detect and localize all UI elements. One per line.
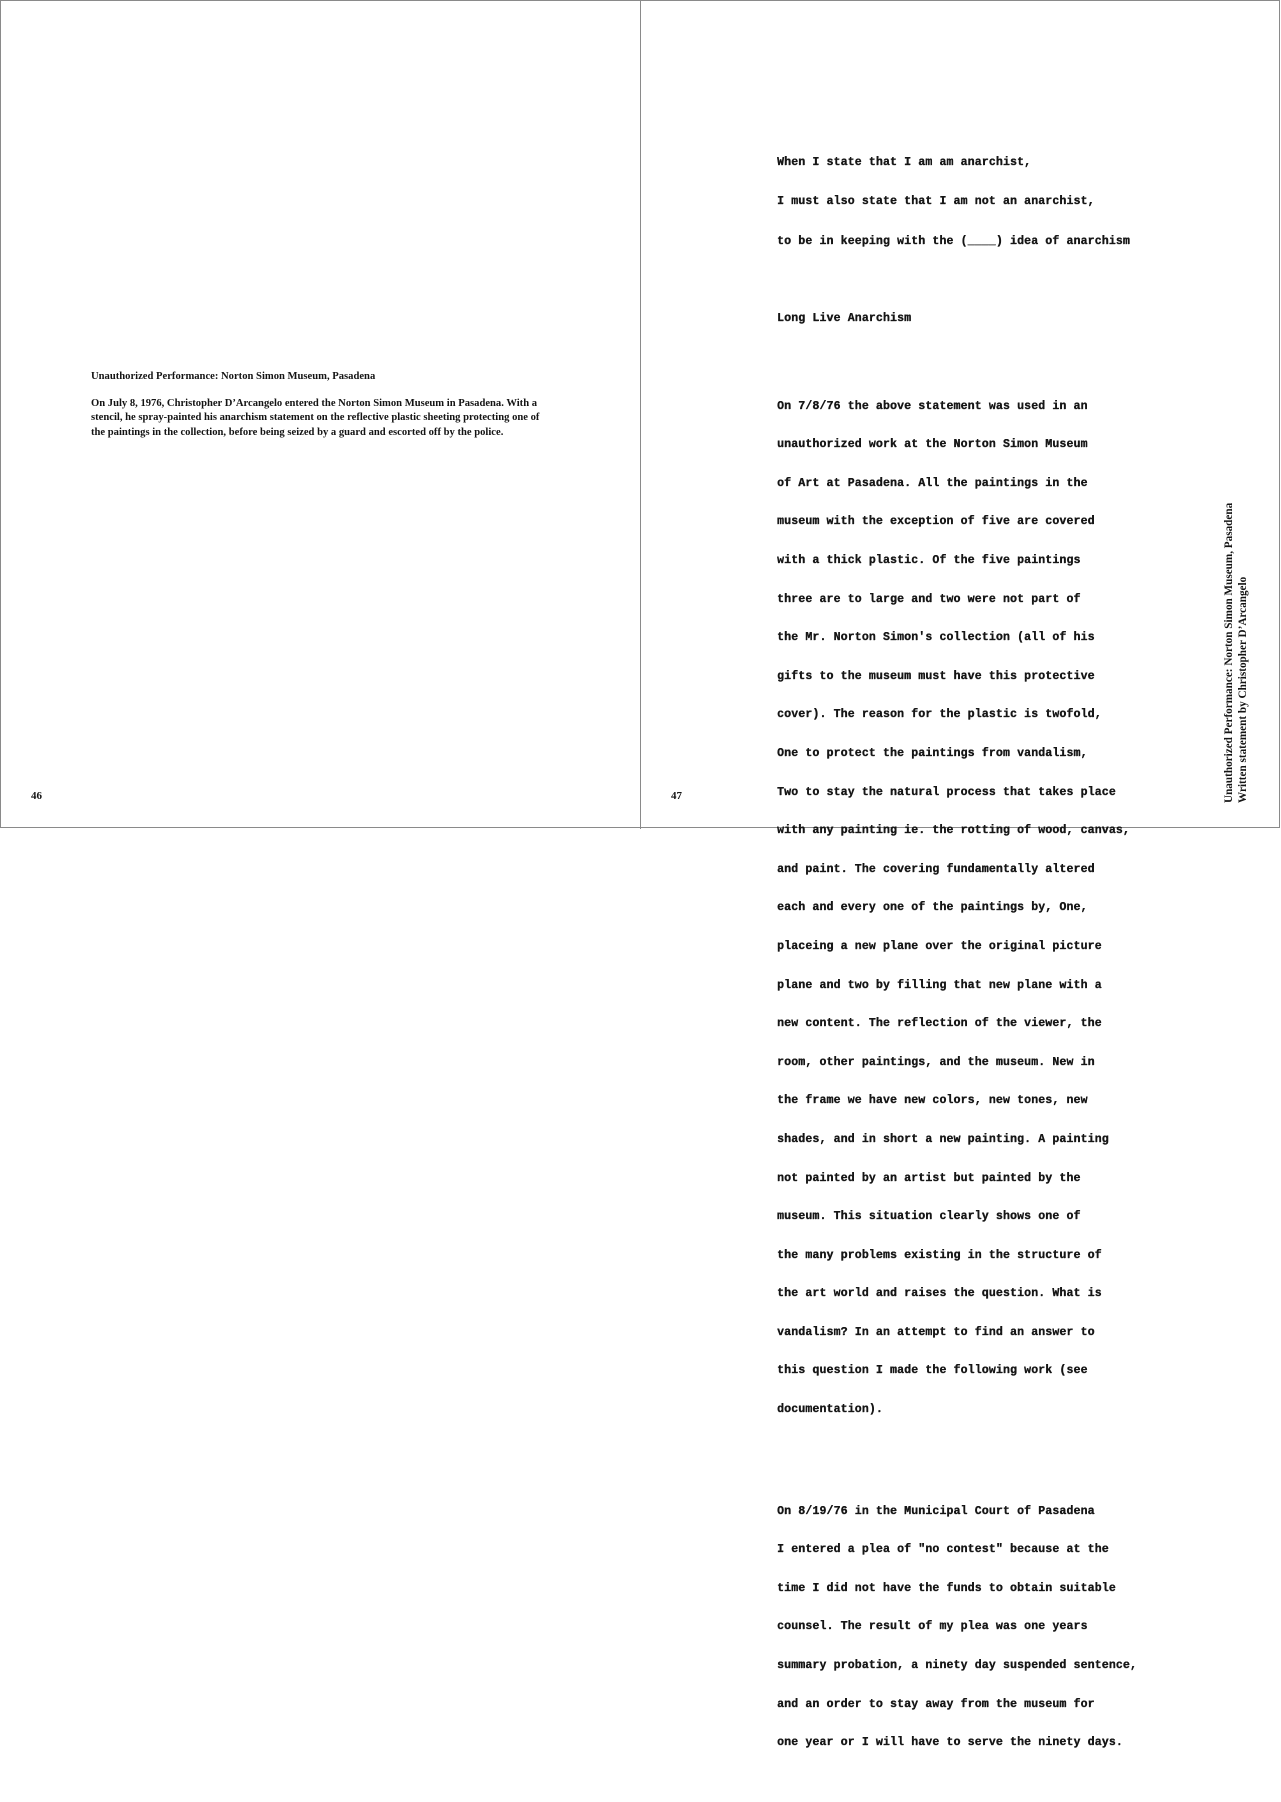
paragraph-line: documentation). <box>777 1403 883 1417</box>
caption-title: Unauthorized Performance: Norton Simon Museum, Pasadena <box>91 371 376 382</box>
paragraph-line: museum with the exception of five are covered <box>777 515 1095 529</box>
paragraph-line: one year or I will have to serve the ninety days. <box>777 1736 1123 1750</box>
paragraph-line: new content. The reflection of the viewer, the <box>777 1017 1102 1031</box>
paragraph-line: time I did not have the funds to obtain suitable <box>777 1581 1116 1595</box>
caption-body: On July 8, 1976, Christopher D’Arcangelo entered the Norton Simon Museum in Pasadena. With a stencil, he spray-painted his anarchism statement on the reflective plastic sheeting protecting one of the paintings in the collection, before being seized by a guard and escorted off by the police. <box>91 398 540 438</box>
left-page <box>1 1 640 829</box>
paragraph-line: On 7/8/76 the above statement was used in an <box>777 399 1088 413</box>
statement-paragraph-2 <box>777 1480 1177 1776</box>
artwork-caption <box>91 370 551 440</box>
typewritten-statement <box>777 104 1177 1802</box>
statement-line: When I state that I am am anarchist, <box>777 156 1032 169</box>
right-page <box>641 1 1281 1750</box>
statement-paragraph-1 <box>777 375 1177 1443</box>
paragraph-line: Two to stay the natural process that takes place <box>777 785 1116 799</box>
statement-line: to be in keeping with the (____) idea of anarchism <box>777 234 1130 248</box>
paragraph-line: and an order to stay away from the museum for <box>777 1697 1095 1711</box>
paragraph-line: I entered a plea of "no contest" because at the <box>777 1543 1109 1557</box>
paragraph-line: gifts to the museum must have this protective <box>777 669 1095 683</box>
paragraph-line: each and every one of the paintings by, One, <box>777 901 1088 915</box>
statement-line: I must also state that I am not an anarchist, <box>777 195 1095 209</box>
paragraph-line: the frame we have new colors, new tones, new <box>777 1094 1088 1108</box>
paragraph-line: the art world and raises the question. What is <box>777 1287 1102 1301</box>
paragraph-line: this question I made the following work (see <box>777 1364 1088 1378</box>
page-number-right: 47 <box>671 790 682 802</box>
paragraph-line: placeing a new plane over the original picture <box>777 939 1102 953</box>
paragraph-line: with a thick plastic. Of the five paintings <box>777 554 1081 567</box>
paragraph-line: unauthorized work at the Norton Simon Museum <box>777 438 1088 452</box>
paragraph-line: not painted by an artist but painted by the <box>777 1171 1081 1185</box>
paragraph-line: shades, and in short a new painting. A painting <box>777 1132 1109 1146</box>
paragraph-line: On 8/19/76 in the Municipal Court of Pasadena <box>777 1504 1095 1518</box>
paragraph-line: plane and two by filling that new plane with a <box>777 978 1102 992</box>
paragraph-line: and paint. The covering fundamentally altered <box>777 862 1095 876</box>
paragraph-line: three are to large and two were not part of <box>777 592 1081 606</box>
paragraph-line: summary probation, a ninety day suspended sentence, <box>777 1659 1137 1673</box>
paragraph-line: the Mr. Norton Simon's collection (all of his <box>777 631 1095 645</box>
paragraph-line: vandalism? In an attempt to find an answer to <box>777 1325 1095 1339</box>
motto-line: Long Live Anarchism <box>777 312 912 326</box>
paragraph-line: room, other paintings, and the museum. New in <box>777 1055 1095 1069</box>
page-number-left: 46 <box>31 790 42 802</box>
paragraph-line: museum. This situation clearly shows one of <box>777 1210 1081 1224</box>
vertical-caption-credit: Written statement by Christopher D’Arcangelo <box>1236 576 1249 803</box>
paragraph-line: One to protect the paintings from vandalism, <box>777 746 1088 760</box>
paragraph-line: with any painting ie. the rotting of wood, canvas, <box>777 824 1130 838</box>
vertical-caption <box>1223 491 1261 803</box>
anarchism-statement <box>777 130 1177 274</box>
paragraph-line: of Art at Pasadena. All the paintings in the <box>777 476 1088 490</box>
paragraph-line: the many problems existing in the structure of <box>777 1248 1102 1262</box>
paragraph-line: counsel. The result of my plea was one years <box>777 1620 1088 1634</box>
vertical-caption-title: Unauthorized Performance: Norton Simon Museum, Pasadena <box>1223 502 1235 803</box>
paragraph-line: cover). The reason for the plastic is twofold, <box>777 708 1102 722</box>
